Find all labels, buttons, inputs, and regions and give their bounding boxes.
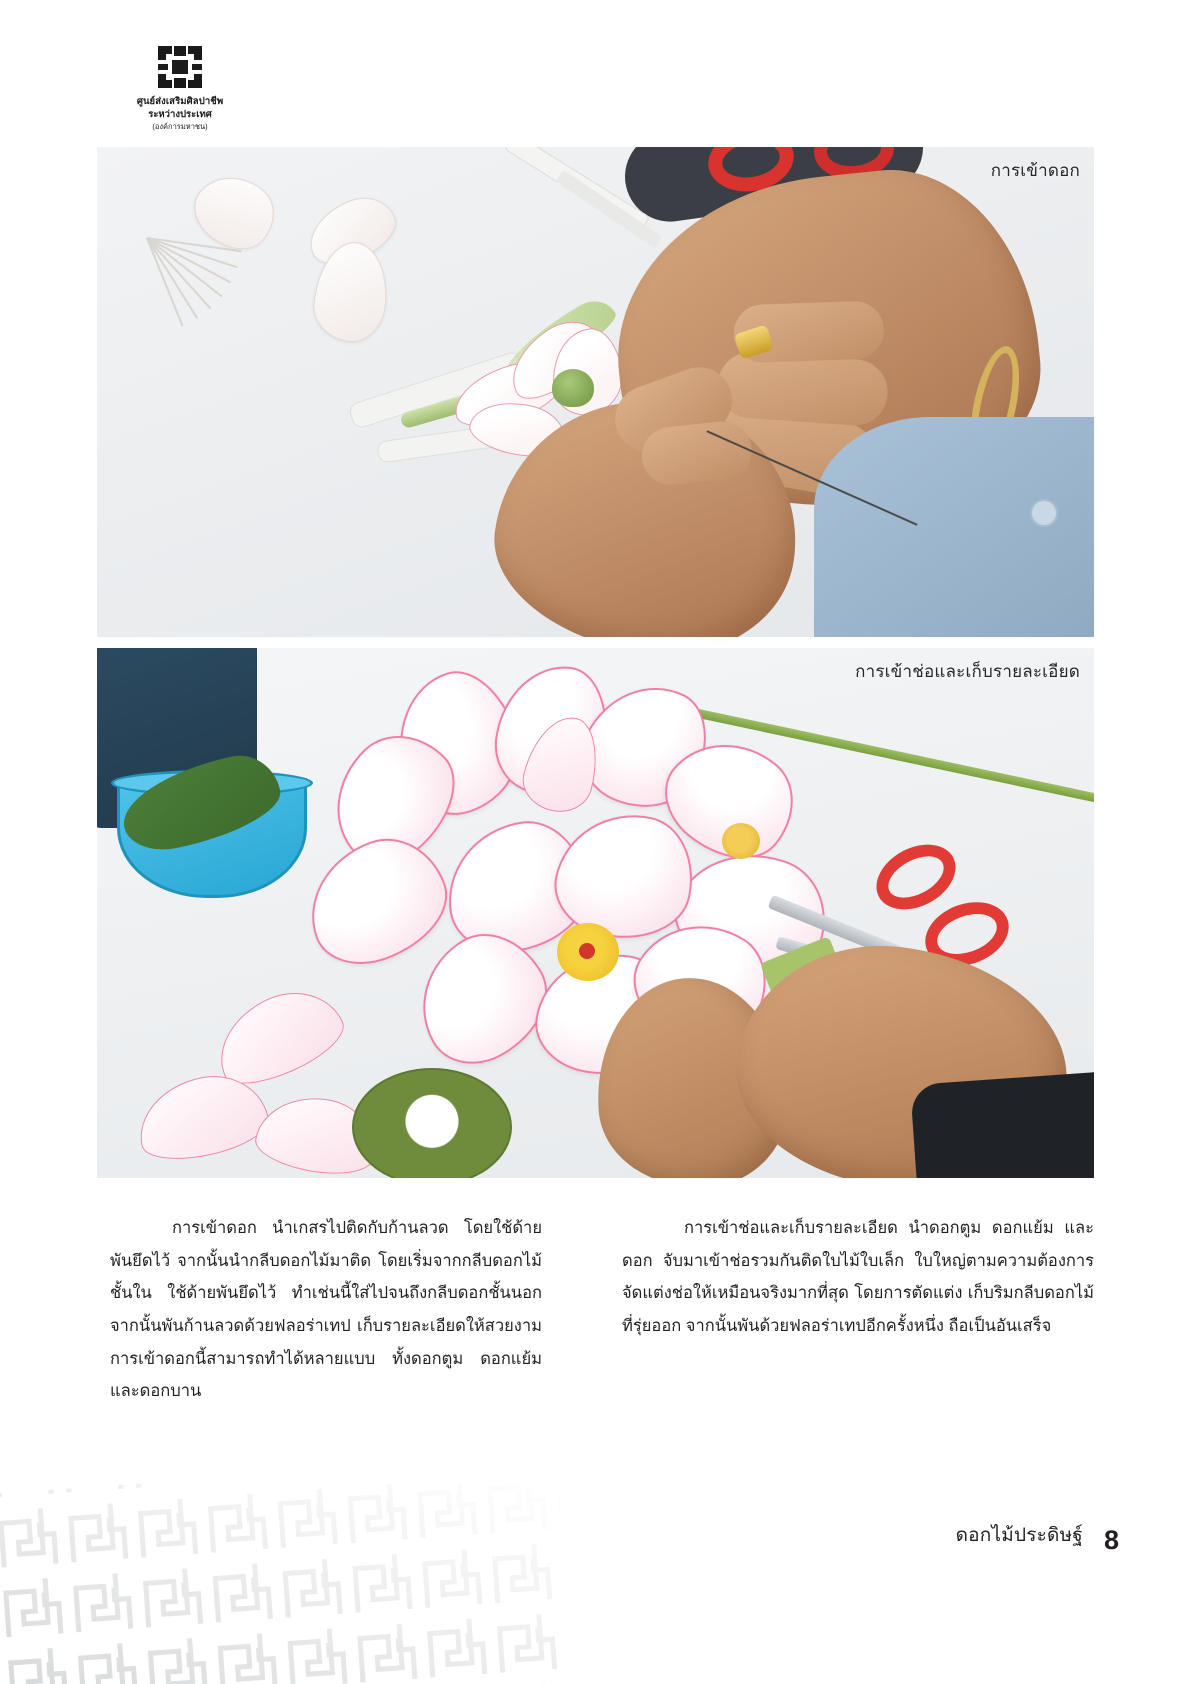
- body-text-right-column: [622, 1212, 1094, 1343]
- photo-caption-2: การเข้าช่อและเก็บรายละเอียด: [855, 662, 1080, 681]
- left-paragraph-text: การเข้าดอก นำเกสรไปติดกับก้านลวด โดยใช้ด้ายพันยึดไว้ จากนั้นนำกลีบดอกไม้มาติด โดยเริ่มจากกลีบดอกไม้ชั้นใน ใช้ด้ายพันยึดไว้ ทำเช่นนี้ใส่ไปจนถึงกลีบดอกชั้นนอก จากนั้นพันก้านลวดด้วยฟลอร่าเทป เก็บรายละเอียดให้สวยงาม การเข้าดอกนี้สามารถทำได้หลายแบบ ทั้งดอกตูม ดอกแย้ม และดอกบาน: [110, 1219, 542, 1401]
- organization-logo: [95, 44, 265, 132]
- body-text-left-column: [110, 1212, 542, 1408]
- flower-center-yellow: [557, 923, 619, 981]
- photo-caption-1: การเข้าดอก: [990, 161, 1080, 180]
- photo-bouquet-detailing: [97, 648, 1094, 1178]
- photo-assembling-flower: [97, 147, 1094, 637]
- logo-text-line-1: ศูนย์ส่งเสริมศิลปาชีพ: [136, 96, 224, 107]
- quatrefoil-mark-icon: [154, 44, 206, 90]
- right-paragraph-text: การเข้าช่อและเก็บรายละเอียด นำดอกตูม ดอกแย้ม และดอก จับมาเข้าช่อรวมกันติดใบไม้ใบเล็ก ใบใหญ่ตามความต้องการ จัดแต่งช่อให้เหมือนจริงมากที่สุด โดยการตัดแต่ง เก็บริมกลีบดอกไม้ที่รุ่ยออก จากนั้นพันด้วยฟลอร่าเทปอีกครั้งหนึ่ง ถือเป็นอันเสร็จ: [622, 1219, 1094, 1335]
- shirt-button: [1030, 499, 1058, 527]
- thai-pattern-decoration: [0, 1484, 560, 1684]
- page-number: 8: [1103, 1525, 1119, 1555]
- footer-section-title: ดอกไม้ประดิษฐ์: [955, 1525, 1083, 1546]
- logo-text-line-3: (องค์การมหาชน): [152, 121, 208, 131]
- floral-tape-roll: [352, 1068, 512, 1178]
- logo-text-line-2: ระหว่างประเทศ: [148, 108, 212, 120]
- flower-center-yellow: [722, 823, 760, 859]
- stamen-bunch-shape: [147, 237, 297, 347]
- flower-calyx-shape: [552, 369, 594, 407]
- blue-shirt: [814, 417, 1094, 637]
- dark-sleeve: [910, 1071, 1094, 1178]
